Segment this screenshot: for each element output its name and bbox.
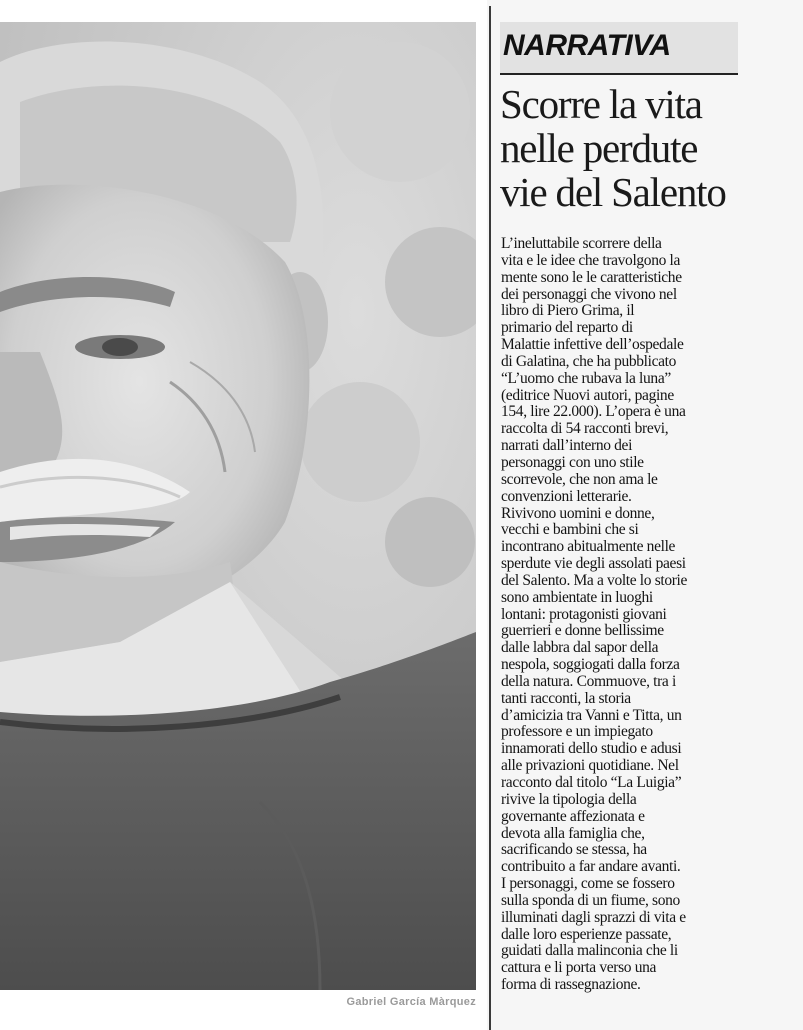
portrait-image: [0, 22, 476, 990]
body-line: Malattie infettive dell’ospedale: [501, 336, 684, 354]
body-line: innamorati dello studio e adusi: [501, 740, 682, 758]
body-line: tanti racconti, la storia: [501, 689, 631, 707]
body-line: dalle labbra dal sapor della: [501, 639, 659, 657]
article-headline: [500, 82, 795, 214]
headline-line: vie del Salento: [500, 169, 726, 215]
body-line: L’ineluttabile scorrere della: [501, 235, 662, 252]
body-line: scorrevole, che non ama le: [501, 470, 658, 488]
body-line: incontrano abitualmente nelle: [501, 538, 676, 556]
body-line: narrati dall’interno dei: [501, 437, 633, 455]
body-line: vecchi e bambini che si: [501, 521, 639, 539]
column-rule: [489, 6, 491, 1030]
body-line: racconto dal titolo “La Luigia”: [501, 774, 682, 791]
body-line: mente sono le le caratteristiche: [501, 268, 682, 286]
body-line: sacrificando se stessa, ha: [501, 841, 647, 859]
body-line: nespola, soggiogati dalla forza: [501, 656, 680, 674]
body-line: devota alla famiglia che,: [501, 824, 645, 842]
body-line: cattura e li porta verso una: [501, 959, 657, 977]
body-line: libro di Piero Grima, il: [501, 302, 635, 320]
body-line: sono ambientate in luoghi: [501, 588, 653, 606]
body-line: professore e un impiegato: [501, 723, 653, 741]
photo-caption: Gabriel García Màrquez: [346, 996, 476, 1008]
body-line: forma di rassegnazione.: [501, 976, 641, 994]
body-line: guidati dalla malinconia che li: [501, 942, 678, 960]
body-line: illuminati dagli sprazzi di vita e: [501, 908, 686, 926]
body-line: raccolta di 54 racconti brevi,: [501, 420, 669, 438]
body-line: I personaggi, come se fossero: [501, 875, 675, 893]
body-line: d’amicizia tra Vanni e Titta, un: [501, 706, 682, 724]
body-line: della natura. Commuove, tra i: [501, 672, 676, 690]
body-line: guerrieri e donne bellissime: [501, 622, 664, 640]
body-line: alle privazioni quotidiane. Nel: [501, 757, 679, 775]
body-line: (editrice Nuovi autori, pagine: [501, 386, 674, 404]
body-line: dalle loro esperienze passate,: [501, 925, 672, 943]
body-line: sperdute vie degli assolati paesi: [501, 555, 686, 573]
body-line: Rivivono uomini e donne,: [501, 504, 655, 522]
body-line: sulla sponda di un fiume, sono: [501, 891, 680, 909]
body-line: vita e le idee che travolgono la: [501, 251, 681, 269]
body-line: lontani: protagonisti giovani: [501, 605, 667, 623]
headline-line: Scorre la vita: [500, 81, 702, 127]
body-line: “L’uomo che rubava la luna”: [501, 369, 671, 387]
body-line: governante affezionata e: [501, 807, 645, 825]
body-line: convenzioni letterarie.: [501, 487, 632, 505]
section-underline: [500, 73, 738, 75]
body-line: contribuito a far andare avanti.: [501, 858, 681, 876]
body-line: di Galatina, che ha pubblicato: [501, 352, 677, 370]
portrait-photo: [0, 22, 476, 990]
body-line: primario del reparto di: [501, 319, 633, 337]
body-line: 154, lire 22.000). L’opera è una: [501, 403, 686, 421]
body-line: del Salento. Ma a volte lo storie: [501, 571, 688, 589]
body-line: dei personaggi che vivono nel: [501, 285, 677, 303]
section-label: NARRATIVA: [503, 29, 671, 62]
headline-line: nelle perdute: [500, 125, 698, 171]
body-line: personaggi con uno stile: [501, 453, 644, 471]
body-line: rivive la tipologia della: [501, 790, 637, 808]
article-body: [501, 236, 801, 994]
